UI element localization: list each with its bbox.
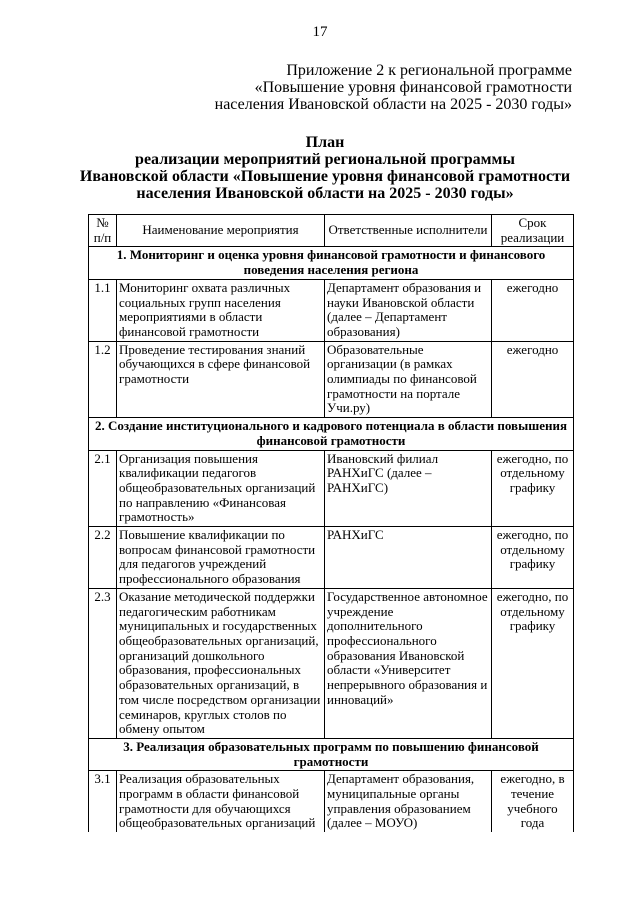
page-number: 17 — [312, 24, 328, 40]
row-due: ежегодно, по отдельному графику — [492, 450, 574, 527]
section-2-title: 2. Создание институционального и кадрового потенциала в области повышения финансовой грамотности — [89, 418, 574, 450]
title-line-4: населения Ивановской области на 2025 - 2030 годы» — [136, 185, 514, 202]
table-row — [89, 279, 574, 341]
row-num: 1.1 — [89, 279, 117, 341]
plan-table — [88, 214, 574, 832]
section-row — [89, 418, 574, 450]
row-responsible: Департамент образования и науки Ивановской области (далее – Департамент образования) — [325, 279, 492, 341]
appendix-line-2: «Повышение уровня финансовой грамотности — [254, 79, 572, 96]
row-due: ежегодно, в течение учебного года — [492, 771, 574, 832]
row-due: ежегодно — [492, 341, 574, 418]
title-line-3: Ивановской области «Повышение уровня финансовой грамотности — [79, 168, 571, 185]
table-row — [89, 527, 574, 589]
row-activity: Повышение квалификации по вопросам финансовой грамотности для педагогов учреждений профессионального образования — [117, 527, 325, 589]
appendix-line-3: населения Ивановской области на 2025 - 2030 годы» — [214, 96, 572, 113]
row-num: 2.3 — [89, 588, 117, 738]
table-row — [89, 341, 574, 418]
row-responsible: Департамент образования, муниципальные органы управления образованием (далее – МОУО) — [325, 771, 492, 832]
section-3-title: 3. Реализация образовательных программ по повышению финансовой грамотности — [89, 738, 574, 770]
section-1-title: 1. Мониторинг и оценка уровня финансовой грамотности и финансового поведения населения региона — [89, 247, 574, 279]
header-responsible: Ответственные исполнители — [325, 215, 492, 247]
header-num: № п/п — [89, 215, 117, 247]
appendix-line-1: Приложение 2 к региональной программе — [286, 62, 572, 79]
table-row — [89, 450, 574, 527]
row-responsible: Образовательные организации (в рамках олимпиады по финансовой грамотности на портале Учи.ру) — [325, 341, 492, 418]
title-line-2: реализации мероприятий региональной программы — [135, 151, 515, 168]
row-activity: Оказание методической поддержки педагогическим работникам муниципальных и государственных общеобразовательных организаций, организаций дошкольного образования, профессиональных образовательных организаций, в том числе посредством организации семинаров, круглых столов по обмену опытом — [117, 588, 325, 738]
table-header-row — [89, 215, 574, 247]
row-num: 1.2 — [89, 341, 117, 418]
header-due: Срок реализации — [492, 215, 574, 247]
row-activity: Мониторинг охвата различных социальных групп населения мероприятиями в области финансовой грамотности — [117, 279, 325, 341]
row-activity: Проведение тестирования знаний обучающихся в сфере финансовой грамотности — [117, 341, 325, 418]
row-responsible: Ивановский филиал РАНХиГС (далее – РАНХиГС) — [325, 450, 492, 527]
section-row — [89, 738, 574, 770]
row-responsible: Государственное автономное учреждение дополнительного профессионального образования Ивановской области «Университет непрерывного образования и инноваций» — [325, 588, 492, 738]
row-num: 2.2 — [89, 527, 117, 589]
title-line-1: План — [305, 134, 345, 151]
header-name: Наименование мероприятия — [117, 215, 325, 247]
appendix-note — [215, 62, 572, 113]
row-num: 3.1 — [89, 771, 117, 832]
document-title — [60, 134, 590, 202]
row-due: ежегодно — [492, 279, 574, 341]
row-due: ежегодно, по отдельному графику — [492, 588, 574, 738]
row-due: ежегодно, по отдельному графику — [492, 527, 574, 589]
row-num: 2.1 — [89, 450, 117, 527]
table-row — [89, 771, 574, 832]
row-activity: Организация повышения квалификации педагогов общеобразовательных организаций по направлению «Финансовая грамотность» — [117, 450, 325, 527]
row-responsible: РАНХиГС — [325, 527, 492, 589]
row-activity: Реализация образовательных программ в области финансовой грамотности для обучающихся общеобразовательных организаций — [117, 771, 325, 832]
table-row — [89, 588, 574, 738]
section-row — [89, 247, 574, 279]
